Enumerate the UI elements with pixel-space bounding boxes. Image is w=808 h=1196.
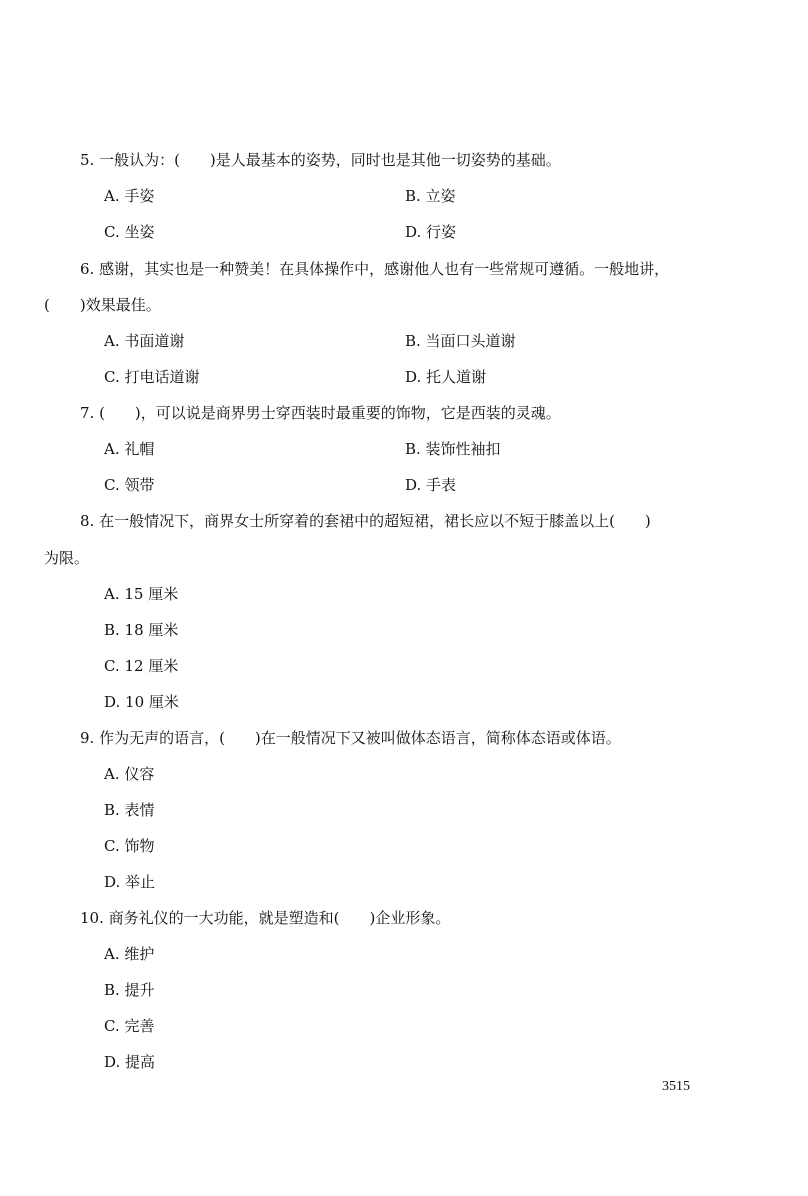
question-10-option-c: C. 完善	[104, 1017, 155, 1035]
question-6-option-a: A. 书面道谢	[104, 332, 185, 350]
question-9-option-a: A. 仪容	[104, 765, 155, 783]
question-6-option-d: D. 托人道谢	[405, 368, 487, 386]
question-5-option-b: B. 立姿	[405, 187, 456, 205]
question-8-option-c: C. 12 厘米	[104, 657, 179, 675]
question-5-option-a: A. 手姿	[104, 187, 155, 205]
question-8-stem-line2: 为限。	[44, 549, 90, 567]
question-10-option-b: B. 提升	[104, 981, 155, 999]
question-7-option-c: C. 领带	[104, 476, 155, 494]
question-7-option-b: B. 装饰性袖扣	[405, 440, 501, 458]
question-7-stem: 7. ( )，可以说是商界男士穿西装时最重要的饰物，它是西装的灵魂。	[80, 404, 561, 422]
question-5-option-d: D. 行姿	[405, 223, 457, 241]
question-8-option-a: A. 15 厘米	[104, 585, 179, 603]
question-5-option-c: C. 坐姿	[104, 223, 155, 241]
question-9-option-d: D. 举止	[104, 873, 156, 891]
question-6-stem-line1: 6. 感谢，其实也是一种赞美！在具体操作中，感谢他人也有一些常规可遵循。一般地讲，	[80, 260, 670, 278]
question-8-option-b: B. 18 厘米	[104, 621, 179, 639]
question-7-option-d: D. 手表	[405, 476, 457, 494]
question-9-stem: 9. 作为无声的语言，( )在一般情况下又被叫做体态语言，简称体态语或体语。	[80, 729, 621, 747]
question-9-option-b: B. 表情	[104, 801, 155, 819]
question-6-stem-line2: ( )效果最佳。	[44, 296, 161, 314]
question-10-option-d: D. 提高	[104, 1053, 156, 1071]
question-6-option-b: B. 当面口头道谢	[405, 332, 516, 350]
question-10-option-a: A. 维护	[104, 945, 155, 963]
question-6-option-c: C. 打电话道谢	[104, 368, 200, 386]
question-10-stem: 10. 商务礼仪的一大功能，就是塑造和( )企业形象。	[80, 909, 451, 927]
page-number: 3515	[662, 1079, 690, 1094]
question-7-option-a: A. 礼帽	[104, 440, 155, 458]
question-5-stem: 5. 一般认为：( )是人最基本的姿势，同时也是其他一切姿势的基础。	[80, 151, 561, 169]
question-9-option-c: C. 饰物	[104, 837, 155, 855]
question-8-stem-line1: 8. 在一般情况下，商界女士所穿着的套裙中的超短裙，裙长应以不短于膝盖以上( )	[80, 512, 651, 530]
question-8-option-d: D. 10 厘米	[104, 693, 179, 711]
